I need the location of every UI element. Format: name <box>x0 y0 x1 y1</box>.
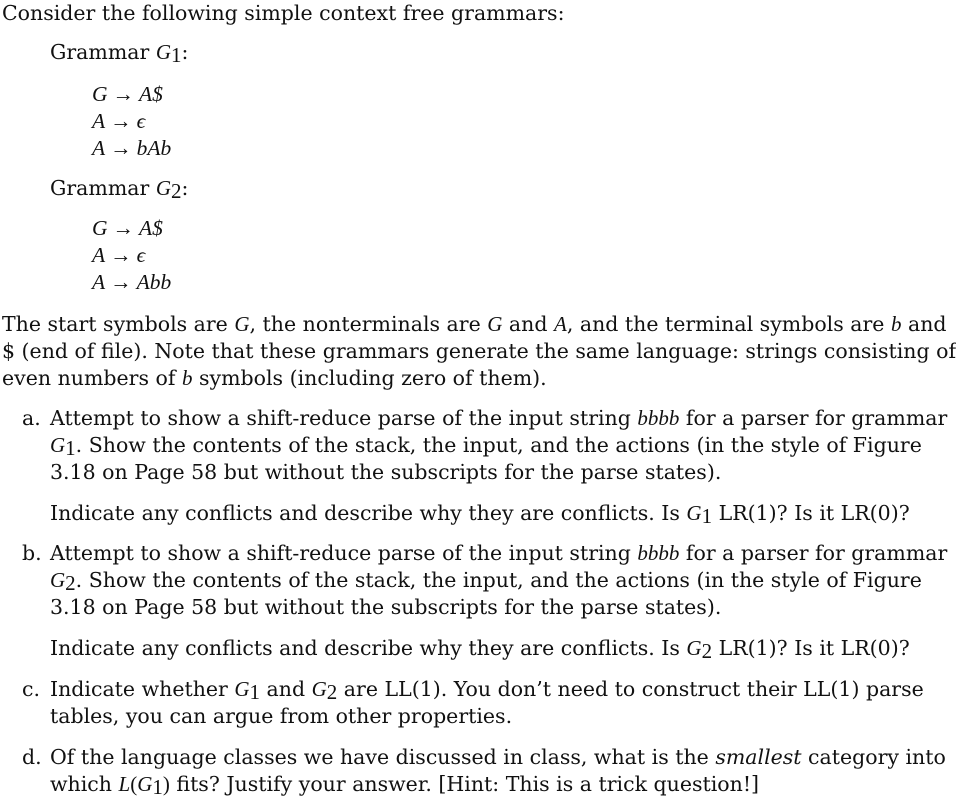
item-b-line-1: Attempt to show a shift-reduce parse of the input string bbbb for a parser for grammar <box>50 541 948 565</box>
intro-text: Consider the following simple context free grammars: <box>2 1 565 25</box>
item-a-line-2: $G_1$. Show the contents of the stack, the input, and the actions (in the style of Figure <box>50 433 922 460</box>
item-a-label: a. <box>22 406 41 430</box>
grammar1-title: Grammar $G_1$: <box>50 40 189 67</box>
item-c-line-1: Indicate whether $G_1$ and $G_2$ are LL(1). You don’t need to construct their LL(1) parse <box>50 677 924 704</box>
grammar1-production-1: G → A$ <box>92 82 163 106</box>
item-b-line-2: $G_2$. Show the contents of the stack, the input, and the actions (in the style of Figure <box>50 568 922 595</box>
item-b-line-3: 3.18 on Page 58 but without the subscripts for the parse states). <box>50 595 722 619</box>
item-a-line-1: Attempt to show a shift-reduce parse of the input string bbbb for a parser for grammar <box>50 406 948 430</box>
item-c-label: c. <box>22 677 40 701</box>
paragraph-line-1: The start symbols are G, the nonterminals are G and A, and the terminal symbols are b and <box>2 312 947 336</box>
grammar2-production-2: A → ϵ <box>92 243 146 267</box>
paragraph-line-2: $ (end of file). Note that these grammars generate the same language: strings consisting of <box>2 339 956 363</box>
item-d-line-1: Of the language classes we have discussed in class, what is the smallest category into <box>50 745 946 769</box>
item-d-line-2: which $L(G_1)$ fits? Justify your answer. [Hint: This is a trick question!] <box>50 772 760 799</box>
grammar1-production-3: A → bAb <box>92 136 172 160</box>
item-c-line-2: tables, you can argue from other properties. <box>50 704 513 728</box>
grammar2-production-1: G → A$ <box>92 216 163 240</box>
item-b-line-4: Indicate any conflicts and describe why they are conflicts. Is $G_2$ LR(1)? Is it LR(0)? <box>50 636 910 663</box>
item-b-label: b. <box>22 541 42 565</box>
paragraph-line-3: even numbers of b symbols (including zero of them). <box>2 366 547 390</box>
item-a-line-3: 3.18 on Page 58 but without the subscripts for the parse states). <box>50 460 722 484</box>
grammar2-production-3: A → Abb <box>92 270 172 294</box>
grammar1-production-2: A → ϵ <box>92 109 146 133</box>
item-d-label: d. <box>22 745 42 769</box>
item-a-line-4: Indicate any conflicts and describe why they are conflicts. Is $G_1$ LR(1)? Is it LR(0)? <box>50 501 910 528</box>
grammar2-title: Grammar $G_2$: <box>50 176 189 203</box>
